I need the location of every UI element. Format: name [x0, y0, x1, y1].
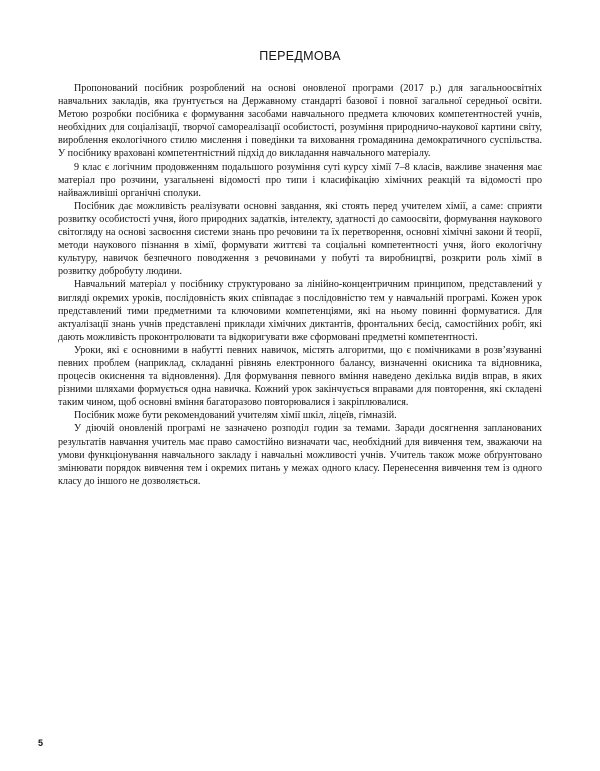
- paragraph-structure: Навчальний матеріал у посібнику структуровано за лінійно-концентричним принципом, представлений у вигляді окремих уроків, послідовність яких співпадає з послідовністю тем у навчальній програмі. Кожен урок представлений тими предметними та ключовими компетенціями, які на ньому повинні формуватися. Для актуалізації знань учнів представлені приклади хімічних диктантів, фронтальних бесід, самостійних робіт, які дають можливість проконтролювати та відкоригувати вже сформовані предметні компетентності.: [58, 279, 542, 343]
- paragraph-recommendation: Посібник може бути рекомендований учителям хімії шкіл, ліцеїв, гімназій.: [74, 410, 397, 422]
- paragraph-lessons: Уроки, які є основними в набутті певних навичок, містять алгоритми, що є помічниками в розв’язуванні певних проблем (наприклад, складанні рівнянь електронного балансу, визначенні окисника та відновника, процесів окиснення та відновлення). Для формування певного вміння наведено декілька видів вправ, в яких різними шляхами формується одна навичка. Кожний урок закінчується вправами для повторення, які складені таким чином, щоб основні вміння багаторазово повторювалися і закріплювалися.: [58, 344, 542, 409]
- paragraph-program: У діючій оновленій програмі не зазначено розподіл годин за темами. Заради досягнення запланованих результатів навчання учитель має право самостійно визначати час, необхідний для вивчення тем, зважаючи на умови функціонування навчального закладу і навчальні можливості учнів. Учитель також може обґрунтовано змінювати порядок вивчення тем і окремих питань у межах одного класу. Перенесення вивчення тем із одного класу до іншого не дозволяється.: [58, 423, 542, 487]
- body-text: [58, 82, 542, 488]
- paragraph-grade-9: 9 клас є логічним продовженням подальшого розуміння суті курсу хімії 7–8 класів, важливе значення має матеріал про розчини, узагальнені відомості про типи і класифікацію хімічних реакцій та відомості про найважливіші органічні сполуки.: [58, 161, 542, 199]
- paragraph-intro: Пропонований посібник розроблений на основі оновленої програми (2017 р.) для загальноосвітніх навчальних закладів, яка ґрунтується на Державному стандарті базової і повної загальної середньої освіти. Метою розробки посібника є формування засобами навчального предмета ключових компетентностей учнів, необхідних для соціалізації, творчої самореалізації особистості, розуміння природничо-наукової картини світу, вироблення екологічного стилю мислення і поведінки та виховання громадянина демократичного суспільства. У посібнику враховані компетентністний підхід до викладання навчального матеріалу.: [58, 83, 542, 160]
- paragraph-tasks: Посібник дає можливість реалізувати основні завдання, які стоять перед учителем хімії, а саме: сприяти розвитку особистості учня, його природних задатків, інтелекту, здатності до самоосвіти, формування наукового світогляду на основі засвоєння системи знань про речовини та їх перетворення, основні хімічні закони й теорії, методи наукового пізнання в хімії, формувати життєві та соціальні компетентності учня, його екологічну культуру, навичок безпечного поводження з речовинами у побуті та виробництві, розкрити роль хімії в розвитку добробуту людини.: [58, 200, 542, 278]
- page-title: ПЕРЕДМОВА: [259, 49, 341, 63]
- page-number: 5: [38, 738, 44, 748]
